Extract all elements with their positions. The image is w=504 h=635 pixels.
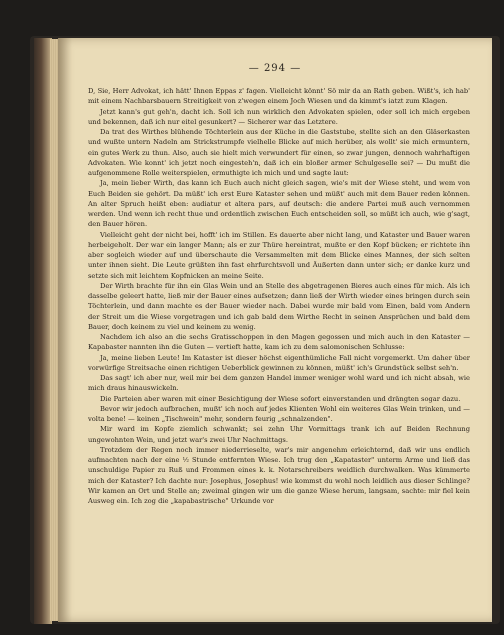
paragraph: Das sagt' ich aber nur, weil mir bei dem ganzen Handel immer weniger wohl ward und ich nicht absah, wie mich draus hinauswickeln. — [88, 374, 470, 393]
page-text — [88, 86, 470, 506]
paragraph: Jetzt kann's gut geh'n, dacht ich. Soll ich nun wirklich den Advokaten spielen, oder soll ich mich ergeben und bekennen, daß ich nur eitel gesunkert? — Sicherer war das Letztere. — [88, 107, 470, 126]
paragraph: Bevor wir jedoch aufbrachen, mußt' ich noch auf jedes Klienten Wohl ein weiteres Glas Wein trinken, und — volta bene! — keinen „Tischwein" mehr, sondern feurig „schnalzenden". — [88, 404, 470, 423]
page-number: — 294 — — [248, 63, 302, 74]
paragraph: Da trat des Wirthes blühende Töchterlein aus der Küche in die Gaststube, stellte sich an den Gläserkasten und wußte untern Nadeln am Strickstrumpfe vielhelle Blicke auf mich herüber, als wollt' sie mich ermuntern, ein gutes Werk zu thun. Also, auch sie hielt mich verwundert für einen, so zwar jungen, dennoch wahrhaftigen Advokaten. Wie konnt' ich jetzt noch eingesteh'n, daß ich ein bloßer armer Schulgeselle sei? — Du mußt die aufgenommene Rolle weiterspielen, ermuthigte ich mich und und sagte laut: — [88, 128, 470, 177]
paragraph: D, Sie, Herr Advokat, ich hätt' Ihnen Eppas z' fagen. Vielleicht könnt' Sö mir da an Rath geben. Wißt's, ich hab' mit einem Nachbarsbauern Streitigkeit von z'wegen einem Joch Wiesen und da kimmt's iatzt zum Klagen. — [88, 87, 470, 106]
gutter-shadow — [58, 38, 72, 622]
paragraph: Trotzdem der Regen noch immer niederrieselte, war's mir angenehm erleichternd, daß wir uns endlich aufmachten nach der eine ½ Stunde entfernten Wiese. Ich trug den „Kapataster" unterm Arme und ließ das unschuldige Papier zu Ruß und Frommen eines k. k. Notarschreibers weidlich durchwalken. Was kümmerte mich der Kataster? Ich dachte nur: Josephus, Josephus! wie kommst du wohl noch leidlich aus dieser Schlinge? Wir kamen an Ort und Stelle an; zweimal gingen wir um die ganze Wiese herum, langsam, sachte: mir fiel kein Ausweg ein. Ich zog die „kapabastrische" Urkunde vor — [88, 445, 470, 505]
paragraph: Ja, meine lieben Leute! Im Kataster ist dieser höchst eigenthümliche Fall nicht vorgemerkt. Um daher über vorwürfige Streitsache einen richtigen Ueberblick gewinnen zu können, müßt' ich's Grundstück selbst seh'n. — [88, 353, 470, 372]
paragraph: Der Wirth brachte für ihn ein Glas Wein und an Stelle des abgetragenen Bieres auch eines für mich. Als ich dasselbe geleert hatte, ließ mir der Bauer eines aufsetzen; dann ließ der Wirth wieder eines bringen durch sein Töchterlein, und dann machte es der Bauer wieder nach. Dabei wurde mir bald vom Einen, bald vom Andern der Streit um die Wiese vorgetragen und ich gab bald dem Wirthe Recht in seinen Ansprüchen und bald dem Bauer, doch keinem zu viel und keinem zu wenig. — [88, 281, 470, 331]
paragraph: Ja, mein lieber Wirth, das kann ich Euch auch nicht gleich sagen, wie's mit der Wiese steht, und wem von Euch Beiden sie gehört. Da müßt' ich erst Eure Kataster sehen und müßt' auch mit dem Bauer reden können. An alter Spruch heißt eben: audiatur et altera pars, auf deutsch: die andere Partei muß auch vernommen werden. Und wenn ich recht thue und ordentlich zwischen Euch entscheiden soll, so müßt ich auch, wie g'sagt, den Bauer hören. — [88, 179, 470, 229]
paragraph: Vielleicht geht der nicht bei, hofft' ich im Stillen. Es dauerte aber nicht lang, und Kataster und Bauer waren herbeigeholt. Der war ein langer Mann; als er zur Thüre hereintrat, mußte er den Kopf bücken; er richtete ihn aber sogleich wieder auf und überschaute die Versammelten mit dem Blicke eines Mannes, der sich selten unter ihnen sieht. Die Leute grüßten ihn fast ehrfurchtsvoll und Äußerten dann unter sich; er danke kurz und setzte sich mit leichtem Kopfnicken an meine Seite. — [88, 230, 470, 280]
book-page — [58, 38, 492, 622]
paragraph: Die Parteien aber waren mit einer Besichtigung der Wiese sofort einverstanden und drängten sogar dazu. — [100, 394, 461, 403]
paragraph: Mir ward im Kopfe ziemlich schwankt; sei zehn Uhr Vormittags trank ich auf Beiden Rechnung ungewohnten Wein, und jetzt war's zwei Uhr Nachmittags. — [88, 425, 470, 444]
paragraph: Nachdem ich also an die sechs Gratisschoppen in den Magen gegossen und mich auch in den Kataster — Kapabaster nannten ihn die Guten — vertieft hatte, kam ich zu dem salomonischen Schlusse: — [88, 333, 470, 352]
